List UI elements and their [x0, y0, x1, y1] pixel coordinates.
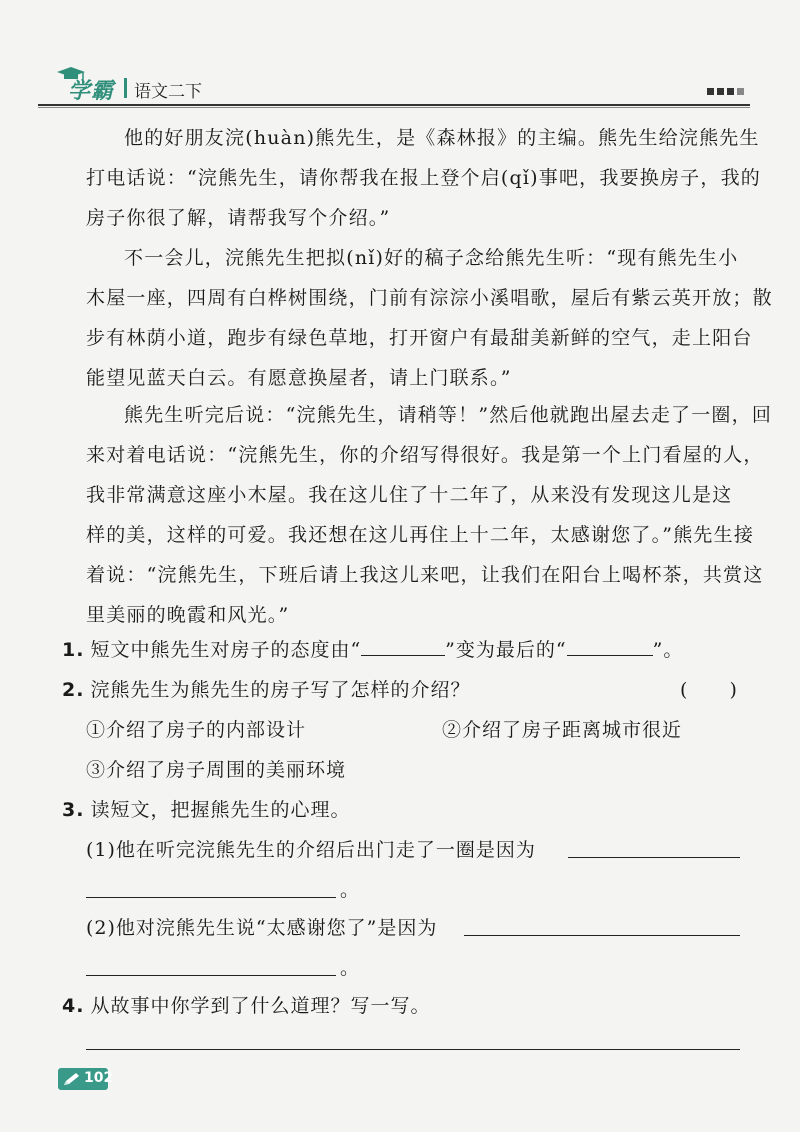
- passage-line: 木屋一座，四周有白桦树围绕，门前有淙淙小溪唱歌，屋后有紫云英开放；散: [86, 287, 773, 309]
- answer-line-3-1b[interactable]: [86, 896, 336, 898]
- header-rule-thin: [38, 107, 750, 108]
- passage-line: 能望见蓝天白云。有愿意换屋者，请上门联系。”: [86, 367, 512, 389]
- question-text: ”。: [652, 639, 684, 661]
- passage-line: 着说：“浣熊先生，下班后请上我这儿来吧，让我们在阳台上喝杯茶，共赏这: [86, 564, 764, 586]
- passage-line: 来对着电话说：“浣熊先生，你的介绍写得很好。我是第一个上门看屋的人，: [86, 444, 764, 466]
- question-text: 从故事中你学到了什么道理？写一写。: [90, 995, 431, 1017]
- option-3[interactable]: ③介绍了房子周围的美丽环境: [86, 759, 347, 781]
- pencil-icon: [62, 1071, 82, 1087]
- page-number-badge: [58, 1068, 114, 1090]
- answer-line-3-2b[interactable]: [86, 974, 336, 976]
- question-text: 短文中熊先生对房子的态度由“: [90, 639, 362, 661]
- question-number: 2.: [62, 679, 85, 701]
- passage-line: 样的美，这样的可爱。我还想在这儿再住上十二年，太感谢您了。”熊先生接: [86, 524, 755, 546]
- answer-blank-1b[interactable]: [567, 633, 653, 656]
- sub-question-2: (2)他对浣熊先生说“太感谢您了”是因为: [86, 917, 438, 939]
- question-number: 3.: [62, 799, 85, 821]
- answer-blank-1a[interactable]: [361, 633, 445, 656]
- passage-line: 不一会儿，浣熊先生把拟(nǐ)好的稿子念给熊先生听：“现有熊先生小: [124, 247, 739, 269]
- period-mark: 。: [340, 879, 361, 901]
- period-mark: 。: [340, 957, 361, 979]
- passage-paragraph-1: [86, 118, 761, 238]
- passage-line: 他的好朋友浣(huàn)熊先生，是《森林报》的主编。熊先生给浣熊先生: [124, 127, 760, 149]
- question-2: [62, 670, 738, 710]
- passage-line: 我非常满意这座小木屋。我在这儿住了十二年了，从来没有发现这儿是这: [86, 484, 733, 506]
- passage-line: 步有林荫小道，跑步有绿色草地，打开窗户有最甜美新鲜的空气，走上阳台: [86, 327, 753, 349]
- brand-logo-text: 学霸: [68, 79, 115, 104]
- answer-line-4[interactable]: [86, 1048, 740, 1050]
- question-number: 4.: [62, 995, 85, 1017]
- passage-line: 打电话说：“浣熊先生，请你帮我在报上登个启(qǐ)事吧，我要换房子，我的: [86, 167, 761, 189]
- question-1: [62, 630, 683, 670]
- header-decoration: [707, 88, 744, 95]
- answer-line-3-2a[interactable]: [464, 934, 740, 936]
- question-text: ”变为最后的“: [445, 639, 567, 661]
- page-header: [38, 66, 750, 110]
- answer-line-3-1a[interactable]: [568, 856, 740, 858]
- passage-paragraph-2: [86, 238, 773, 398]
- header-rule: [38, 104, 750, 106]
- question-number: 1.: [62, 639, 85, 661]
- passage-line: 熊先生听完后说：“浣熊先生，请稍等！”然后他就跑出屋去走了一圈，回: [124, 404, 773, 426]
- passage-line: 里美丽的晚霞和风光。”: [86, 604, 290, 626]
- sub-question-1: (1)他在听完浣熊先生的介绍后出门走了一圈是因为: [86, 839, 536, 861]
- passage-paragraph-3: [86, 395, 773, 635]
- question-text: 浣熊先生为熊先生的房子写了怎样的介绍？: [90, 679, 471, 701]
- passage-line: 房子你很了解，请帮我写个介绍。”: [86, 207, 391, 229]
- answer-paren[interactable]: ( ): [680, 679, 755, 701]
- option-1[interactable]: ①介绍了房子的内部设计: [86, 719, 307, 741]
- question-3: [62, 790, 350, 830]
- page-number: 102: [84, 1070, 114, 1086]
- question-text: 读短文，把握熊先生的心理。: [90, 799, 351, 821]
- subject-title: 语文二下: [134, 82, 202, 102]
- brand-divider: [124, 78, 127, 98]
- question-4: [62, 986, 430, 1026]
- option-2[interactable]: ②介绍了房子距离城市很近: [442, 719, 683, 741]
